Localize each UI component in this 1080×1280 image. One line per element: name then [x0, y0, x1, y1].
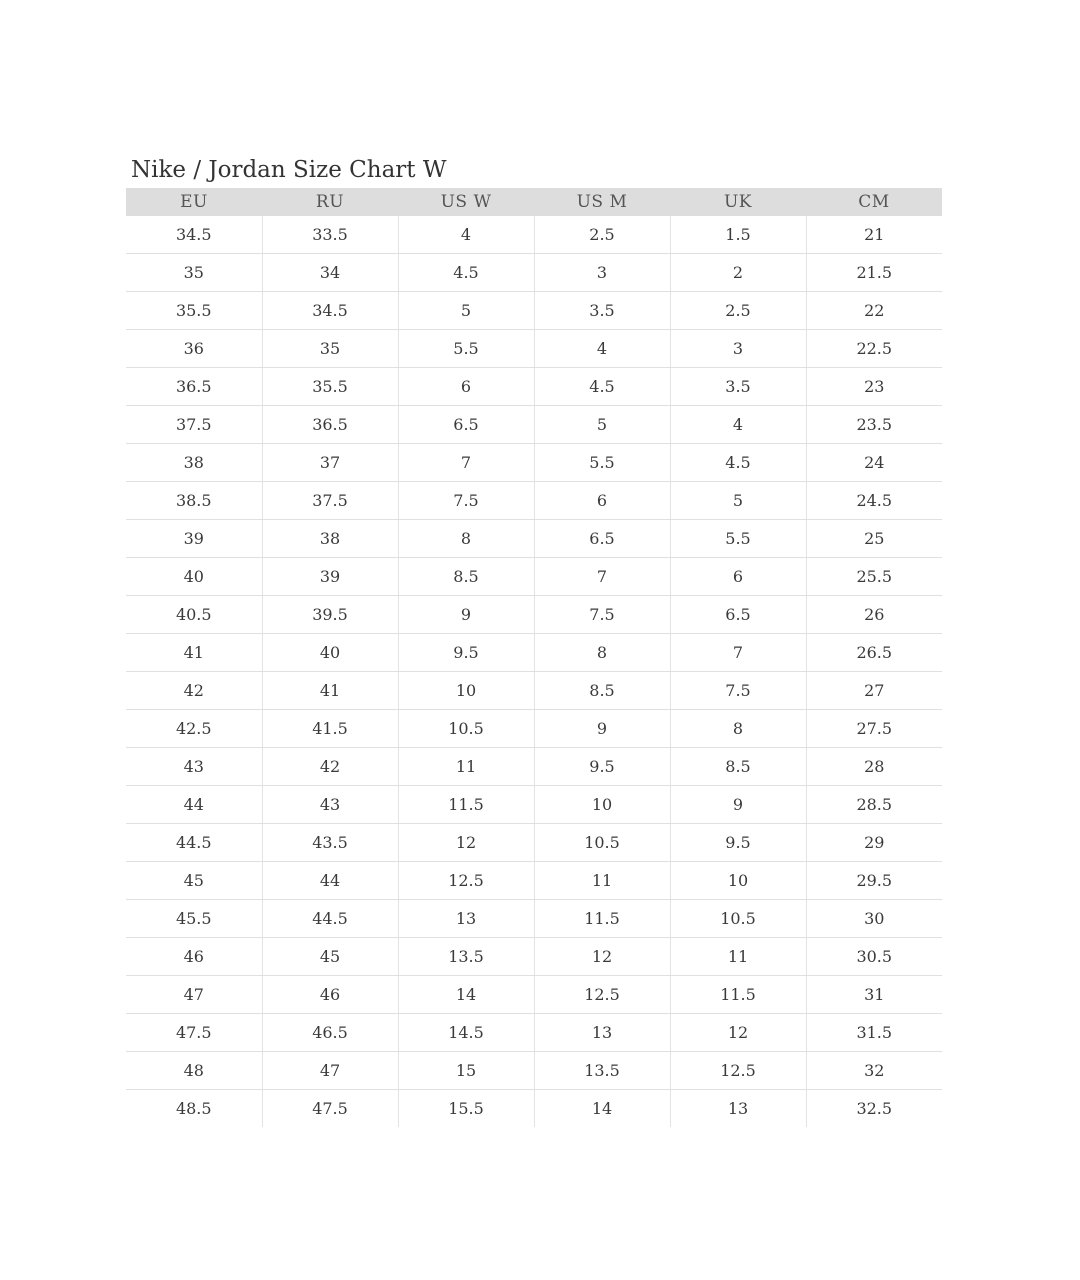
table-cell: 11.5 — [398, 786, 534, 824]
table-cell: 32 — [806, 1052, 942, 1090]
chart-title: Nike / Jordan Size Chart W — [131, 157, 447, 183]
table-cell: 5 — [398, 292, 534, 330]
table-cell: 47.5 — [126, 1014, 262, 1052]
table-cell: 44.5 — [262, 900, 398, 938]
table-cell: 11 — [534, 862, 670, 900]
table-cell: 12.5 — [398, 862, 534, 900]
table-row — [126, 444, 942, 482]
table-row — [126, 216, 942, 254]
table-row — [126, 710, 942, 748]
table-body — [126, 216, 942, 1127]
table-row — [126, 1090, 942, 1128]
table-cell: 7 — [398, 444, 534, 482]
table-cell: 47.5 — [262, 1090, 398, 1128]
table-cell: 8.5 — [534, 672, 670, 710]
column-header: US W — [398, 188, 534, 216]
table-cell: 10.5 — [670, 900, 806, 938]
table-row — [126, 292, 942, 330]
table-cell: 37.5 — [262, 482, 398, 520]
table-cell: 39.5 — [262, 596, 398, 634]
table-row — [126, 672, 942, 710]
table-cell: 35.5 — [262, 368, 398, 406]
table-row — [126, 406, 942, 444]
table-cell: 45 — [126, 862, 262, 900]
table-cell: 46 — [126, 938, 262, 976]
table-header-row — [126, 188, 942, 216]
table-cell: 14.5 — [398, 1014, 534, 1052]
table-cell: 9 — [398, 596, 534, 634]
table-cell: 4 — [670, 406, 806, 444]
table-cell: 37.5 — [126, 406, 262, 444]
table-row — [126, 634, 942, 672]
table-cell: 44 — [126, 786, 262, 824]
table-cell: 43 — [126, 748, 262, 786]
table-cell: 12 — [534, 938, 670, 976]
table-cell: 11 — [398, 748, 534, 786]
table-cell: 6 — [398, 368, 534, 406]
table-row — [126, 748, 942, 786]
table-cell: 7 — [534, 558, 670, 596]
table-row — [126, 1014, 942, 1052]
table-cell: 35 — [126, 254, 262, 292]
table-cell: 25 — [806, 520, 942, 558]
table-cell: 9 — [670, 786, 806, 824]
table-cell: 44.5 — [126, 824, 262, 862]
table-cell: 40 — [262, 634, 398, 672]
table-cell: 45.5 — [126, 900, 262, 938]
table-cell: 7.5 — [398, 482, 534, 520]
size-chart — [126, 154, 942, 1127]
table-cell: 5 — [534, 406, 670, 444]
table-row — [126, 900, 942, 938]
table-cell: 5.5 — [398, 330, 534, 368]
table-cell: 31.5 — [806, 1014, 942, 1052]
table-cell: 4.5 — [398, 254, 534, 292]
table-cell: 9.5 — [398, 634, 534, 672]
table-cell: 47 — [126, 976, 262, 1014]
table-cell: 31 — [806, 976, 942, 1014]
table-cell: 7 — [670, 634, 806, 672]
table-cell: 40.5 — [126, 596, 262, 634]
table-row — [126, 786, 942, 824]
table-cell: 25.5 — [806, 558, 942, 596]
table-cell: 37 — [262, 444, 398, 482]
table-cell: 26 — [806, 596, 942, 634]
table-cell: 8.5 — [670, 748, 806, 786]
table-cell: 42 — [262, 748, 398, 786]
table-row — [126, 520, 942, 558]
table-row — [126, 862, 942, 900]
table-row — [126, 938, 942, 976]
table-cell: 28 — [806, 748, 942, 786]
table-row — [126, 254, 942, 292]
table-cell: 38 — [262, 520, 398, 558]
table-cell: 8 — [670, 710, 806, 748]
column-header: CM — [806, 188, 942, 216]
table-cell: 34.5 — [262, 292, 398, 330]
table-cell: 42.5 — [126, 710, 262, 748]
table-cell: 45 — [262, 938, 398, 976]
table-cell: 28.5 — [806, 786, 942, 824]
table-cell: 41 — [262, 672, 398, 710]
table-cell: 6 — [670, 558, 806, 596]
table-cell: 22.5 — [806, 330, 942, 368]
table-cell: 35 — [262, 330, 398, 368]
table-cell: 39 — [126, 520, 262, 558]
table-row — [126, 368, 942, 406]
table-cell: 27 — [806, 672, 942, 710]
table-row — [126, 596, 942, 634]
table-cell: 2.5 — [534, 216, 670, 254]
table-cell: 4 — [398, 216, 534, 254]
table-cell: 11.5 — [670, 976, 806, 1014]
table-cell: 23 — [806, 368, 942, 406]
table-cell: 8 — [398, 520, 534, 558]
table-cell: 36.5 — [262, 406, 398, 444]
table-cell: 13 — [398, 900, 534, 938]
table-row — [126, 1052, 942, 1090]
table-cell: 26.5 — [806, 634, 942, 672]
table-cell: 36 — [126, 330, 262, 368]
table-cell: 1.5 — [670, 216, 806, 254]
table-cell: 43.5 — [262, 824, 398, 862]
table-cell: 46 — [262, 976, 398, 1014]
table-row — [126, 824, 942, 862]
table-cell: 48 — [126, 1052, 262, 1090]
table-cell: 12 — [398, 824, 534, 862]
table-cell: 44 — [262, 862, 398, 900]
table-cell: 7.5 — [534, 596, 670, 634]
table-cell: 6 — [534, 482, 670, 520]
table-cell: 27.5 — [806, 710, 942, 748]
table-cell: 5 — [670, 482, 806, 520]
table-cell: 12.5 — [670, 1052, 806, 1090]
table-cell: 14 — [398, 976, 534, 1014]
table-cell: 6.5 — [398, 406, 534, 444]
table-cell: 4 — [534, 330, 670, 368]
table-cell: 24 — [806, 444, 942, 482]
table-cell: 29 — [806, 824, 942, 862]
table-cell: 10 — [534, 786, 670, 824]
table-cell: 22 — [806, 292, 942, 330]
table-cell: 7.5 — [670, 672, 806, 710]
table-cell: 8.5 — [398, 558, 534, 596]
table-cell: 21.5 — [806, 254, 942, 292]
size-table — [126, 188, 942, 1127]
table-cell: 13.5 — [534, 1052, 670, 1090]
table-cell: 5.5 — [534, 444, 670, 482]
table-cell: 10 — [670, 862, 806, 900]
table-cell: 43 — [262, 786, 398, 824]
table-cell: 2 — [670, 254, 806, 292]
table-cell: 12.5 — [534, 976, 670, 1014]
table-cell: 10.5 — [534, 824, 670, 862]
table-cell: 30 — [806, 900, 942, 938]
table-cell: 32.5 — [806, 1090, 942, 1128]
table-cell: 46.5 — [262, 1014, 398, 1052]
table-cell: 15 — [398, 1052, 534, 1090]
table-cell: 9.5 — [534, 748, 670, 786]
table-cell: 8 — [534, 634, 670, 672]
table-cell: 15.5 — [398, 1090, 534, 1128]
table-cell: 24.5 — [806, 482, 942, 520]
table-cell: 4.5 — [670, 444, 806, 482]
table-cell: 11.5 — [534, 900, 670, 938]
table-cell: 10 — [398, 672, 534, 710]
column-header: US M — [534, 188, 670, 216]
table-cell: 9 — [534, 710, 670, 748]
table-cell: 30.5 — [806, 938, 942, 976]
table-cell: 39 — [262, 558, 398, 596]
table-cell: 3 — [670, 330, 806, 368]
table-cell: 3.5 — [670, 368, 806, 406]
table-cell: 41 — [126, 634, 262, 672]
table-cell: 21 — [806, 216, 942, 254]
table-cell: 11 — [670, 938, 806, 976]
table-cell: 29.5 — [806, 862, 942, 900]
table-cell: 2.5 — [670, 292, 806, 330]
table-cell: 48.5 — [175, 1099, 212, 1118]
column-header: EU — [126, 188, 262, 216]
table-cell: 40 — [126, 558, 262, 596]
table-cell: 13.5 — [398, 938, 534, 976]
table-cell: 6.5 — [534, 520, 670, 558]
table-cell: 10.5 — [398, 710, 534, 748]
table-cell: 6.5 — [670, 596, 806, 634]
table-row — [126, 482, 942, 520]
table-cell: 47 — [262, 1052, 398, 1090]
column-header: UK — [670, 188, 806, 216]
table-cell: 12 — [670, 1014, 806, 1052]
table-cell: 13 — [534, 1014, 670, 1052]
table-cell: 9.5 — [670, 824, 806, 862]
table-cell: 35.5 — [126, 292, 262, 330]
table-cell: 36.5 — [126, 368, 262, 406]
table-cell: 33.5 — [262, 216, 398, 254]
table-cell: 4.5 — [534, 368, 670, 406]
table-row — [126, 330, 942, 368]
table-cell: 42 — [126, 672, 262, 710]
table-cell: 3 — [534, 254, 670, 292]
table-cell: 41.5 — [262, 710, 398, 748]
table-cell: 3.5 — [534, 292, 670, 330]
table-cell: 23.5 — [806, 406, 942, 444]
table-row — [126, 558, 942, 596]
table-cell: 38 — [126, 444, 262, 482]
table-row — [126, 976, 942, 1014]
table-cell: 13 — [670, 1090, 806, 1128]
table-cell: 38.5 — [126, 482, 262, 520]
table-cell: 14 — [534, 1090, 670, 1128]
table-cell: 34.5 — [126, 216, 262, 254]
table-cell: 34 — [262, 254, 398, 292]
table-cell: 5.5 — [670, 520, 806, 558]
column-header: RU — [262, 188, 398, 216]
